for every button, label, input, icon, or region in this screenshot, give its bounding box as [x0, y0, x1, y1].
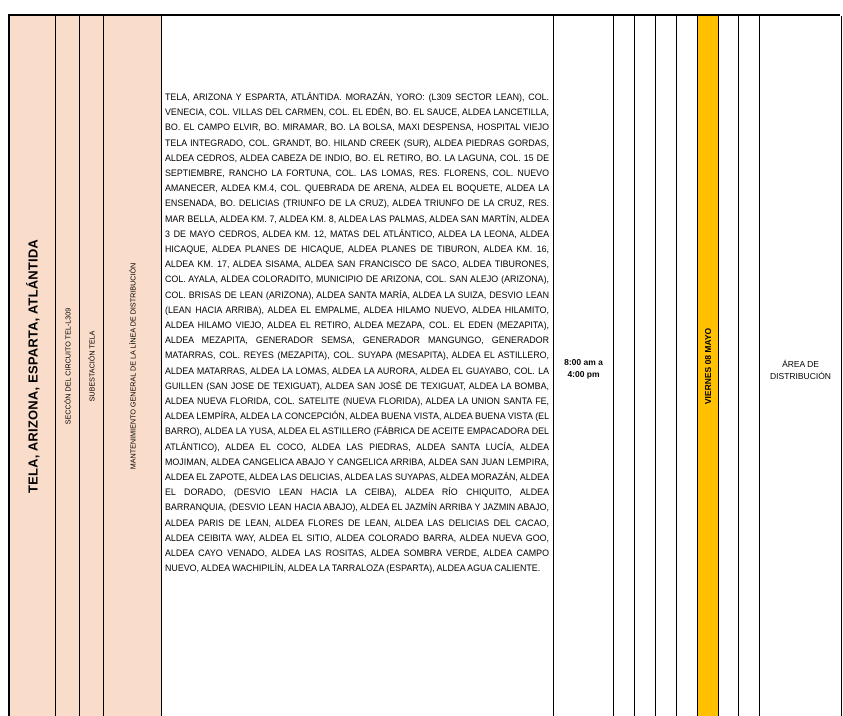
- circuit-section-label: SECCÓN DEL CIRCUITO TEL-L309: [63, 307, 72, 425]
- time-range: [554, 356, 613, 380]
- circuit-section-cell: [56, 16, 80, 716]
- day-column-4: [677, 16, 698, 716]
- time-start: 8:00 am a: [564, 357, 603, 367]
- time-cell: [554, 16, 614, 716]
- work-type-cell: [104, 16, 162, 716]
- day-column-7: [739, 16, 760, 716]
- day-column-6: [719, 16, 739, 716]
- day-column-1: [614, 16, 635, 716]
- region-title: TELA, ARIZONA, ESPARTA, ATLÁNTIDA: [25, 238, 40, 494]
- day-column-2: [635, 16, 656, 716]
- time-end: 4:00 pm: [567, 369, 600, 379]
- area-label: [760, 358, 841, 382]
- affected-areas-cell: [162, 16, 554, 716]
- area-line-2: DISTRIBUCIÓN: [770, 371, 831, 381]
- affected-areas-text: TELA, ARIZONA Y ESPARTA, ATLÁNTIDA. MORAZÁN, YORO: (L309 SECTOR LEAN), COL. VENECIA, COL. VILLAS DEL CARMEN, COL. EL EDÉN, BO. EL SAUCE, ALDEA LANCETILLA, BO. EL CAMPO ELVIR, BO. MIRAMAR, BO. LA BOLSA, MAXI DESPENSA, HOSPITAL VIEJO TELA INTEGRADO, COL. GRANDT, BO. HILAND CREEK (SUR), ALDEA PIEDRAS GORDAS, ALDEA CEDROS, ALDEA CABEZA DE INDIO, BO. EL RETIRO, BO. LA LAGUNA, COL. 15 DE SEPTIEMBRE, RANCHO LA FORTUNA, COL. LAS LOMAS, RES. FLORENS, COL. NUEVO AMANECER, ALDEA KM.4, COL. QUEBRADA DE ARENA, ALDEA EL BOQUETE, ALDEA LA ENSENADA, BO. DELICIAS (TRIUNFO DE LA CRUZ), ALDEA TRIUNFO DE LA CRUZ, RES. MAR BELLA, ALDEA KM. 7, ALDEA KM. 8, ALDEA LAS PALMAS, ALDEA SAN MARTÍN, ALDEA 3 DE MAYO CEDROS, ALDEA KM. 12, MATAS DEL ATLÁNTICO, ALDEA LA LEONA, ALDEA HICAQUE, ALDEA PLANES DE HICAQUE, ALDEA PLANES DE TIBURON, ALDEA KM. 16, ALDEA KM. 17, ALDEA SISAMA, ALDEA SAN FRANCISCO DE SACO, ALDEA TIBURONES, COL. AYALA, ALDEA COLORADITO, MUNICIPIO DE ARIZONA, COL. SAN ALEJO (ARIZONA), COL. BRISAS DE LEAN (ARIZONA), ALDEA SANTA MARÍA, ALDEA LA SUIZA, DESVIO LEAN (LEAN HACIA ARRIBA), ALDEA EL EMPALME, ALDEA HILAMO NUEVO, ALDEA HILAMITO, ALDEA HILAMO VIEJO, ALDEA EL RETIRO, ALDEA MEZAPA, COL. EL EDEN (MEZAPITA), ALDEA MEZAPITA, GENERADOR SEMSA, GENERADOR MANGUNGO, GENERADOR MATARRAS, COL. REYES (MEZAPITA), COL. SUYAPA (MESAPITA), ALDEA EL ASTILLERO, ALDEA MATARRAS, ALDEA LA LOMAS, ALDEA LA AURORA, ALDEA EL GUAYABO, COL. LA GUILLEN (SAN JOSE DE TEXIGUAT), ALDEA SAN JOSÉ DE TEXIGUAT, ALDEA LA BOMBA, ALDEA NUEVA FLORIDA, COL. SATELITE (NUEVA FLORIDA), ALDEA LA UNION SANTA FE, ALDEA LEMPÍRA, ALDEA LA CONCEPCIÓN, ALDEA BUENA VISTA, ALDEA BUENA VISTA (EL BARRO), ALDEA LA YUSA, ALDEA EL ASTILLERO (FÁBRICA DE ACEITE EMPACADORA DEL ATLÁNTICO), ALDEA EL COCO, ALDEA LAS PIEDRAS, ALDEA SANTA LUCÍA, ALDEA MOJIMAN, ALDEA CANGELICA ABAJO Y CANGELICA ARRIBA, ALDEA SAN JUAN LEMPIRA, ALDEA EL ZAPOTE, ALDEA LAS DELICIAS, ALDEA LAS SUYAPAS, ALDEA MORAZÁN, ALDEA EL DORADO, (DESVIO LEAN HACIA LA CEIBA), ALDEA RÍO CHIQUITO, ALDEA BARRANQUIA, (DESVIO LEAN HACIA ABAJO), ALDEA EL JAZMÍN ARRIBA Y JAZMIN ABAJO, ALDEA PARIS DE LEAN, ALDEA FLORES DE LEAN, ALDEA LAS DELICIAS DEL CACAO, ALDEA CEIBITA WAY, ALDEA EL SITIO, ALDEA COLORADO BARRA, ALDEA NUEVA GOO, ALDEA CAYO VENADO, ALDEA LAS ROSITAS, ALDEA SOMBRA VERDE, ALDEA CAMPO NUEVO, ALDEA WACHIPILÍN, ALDEA LA TARRALOZA (ESPARTA), ALDEA AGUA CALIENTE.: [165, 92, 549, 574]
- date-label: VIERNES 08 MAYO: [703, 327, 713, 405]
- region-cell: [10, 16, 56, 716]
- day-column-3: [656, 16, 677, 716]
- date-cell: [698, 16, 719, 716]
- substation-label: SUBESTACIÓN TELA: [87, 330, 96, 402]
- area-line-1: ÁREA DE: [782, 359, 819, 369]
- substation-cell: [80, 16, 104, 716]
- area-cell: [760, 16, 842, 716]
- work-type-label: MANTENIMIENTO GENERAL DE LA LÍNEA DE DISTRIBUCIÓN: [128, 262, 137, 470]
- schedule-row: [8, 14, 840, 716]
